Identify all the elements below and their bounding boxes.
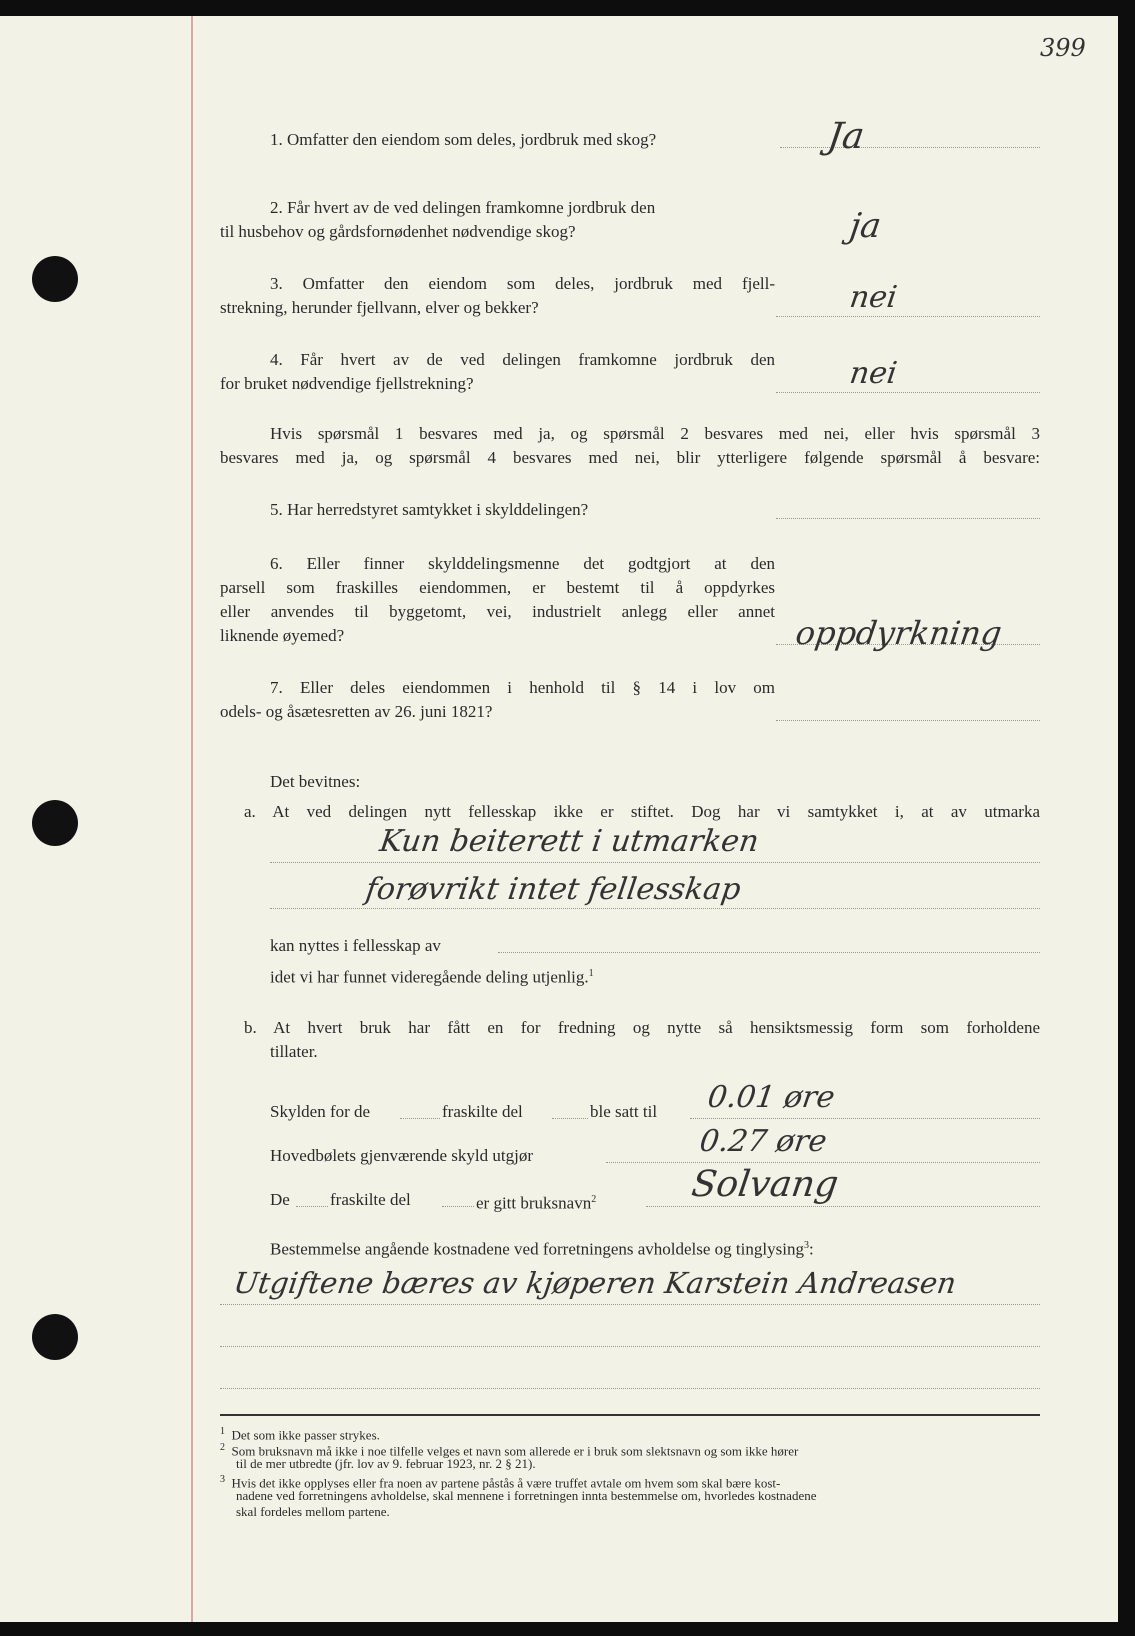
answer-line bbox=[776, 720, 1040, 721]
answer-line bbox=[776, 518, 1040, 519]
attest-idet bbox=[270, 962, 594, 990]
condition-line1: Hvis spørsmål 1 besvares med ja, og spørsmål 2 besvares med nei, eller hvis spørsmål 3 bbox=[270, 424, 1040, 443]
margin-rule bbox=[191, 16, 193, 1622]
footnote-number: 3 bbox=[220, 1474, 225, 1485]
handwriting-line bbox=[270, 862, 1040, 863]
punch-hole bbox=[32, 1314, 78, 1360]
footnote-number: 1 bbox=[220, 1426, 225, 1437]
bruksnavn-label-mid: fraskilte del bbox=[330, 1190, 411, 1209]
fill-line bbox=[498, 952, 1040, 953]
bruksnavn-label-end bbox=[476, 1188, 596, 1216]
question-3-line2: strekning, herunder fjellvann, elver og bekker? bbox=[220, 298, 539, 317]
punch-hole bbox=[32, 256, 78, 302]
skyld-value-handwritten: 0.01 øre bbox=[705, 1080, 837, 1115]
question-7-line2: odels- og åsætesretten av 26. juni 1821? bbox=[220, 702, 493, 721]
attest-b-line2: tillater. bbox=[270, 1042, 318, 1061]
fill-line bbox=[690, 1118, 1040, 1119]
answer-6-handwritten: oppdyrkning bbox=[793, 614, 1005, 652]
bruksnavn-handwritten: Solvang bbox=[689, 1164, 841, 1205]
bestemmelse-handwritten: Utgiftene bæres av kjøperen Karstein Andreasen bbox=[231, 1266, 959, 1300]
skyld-label-1: Skylden for de bbox=[270, 1102, 371, 1121]
answer-line bbox=[776, 316, 1040, 317]
bruksnavn-label-de: De bbox=[270, 1190, 290, 1209]
footnote-2-text: Som bruksnavn må ikke i noe tilfelle velges et navn som allerede er i bruk som slektsnavn og som ikke hører bbox=[231, 1443, 799, 1459]
question-6-line2: parsell som fraskilles eiendommen, er bestemt til å oppdyrkes bbox=[220, 578, 775, 597]
answer-line bbox=[776, 392, 1040, 393]
fill-line bbox=[552, 1118, 588, 1119]
footnote-3-line3: skal fordeles mellom partene. bbox=[236, 1504, 390, 1519]
question-4-line1: 4. Får hvert av de ved delingen framkomne jordbruk den bbox=[270, 350, 775, 369]
punch-hole bbox=[32, 800, 78, 846]
attest-idet-text: idet vi har funnet videregående deling utjenlig. bbox=[270, 967, 589, 987]
document-page bbox=[0, 16, 1118, 1622]
fill-line bbox=[400, 1118, 440, 1119]
page-number: 399 bbox=[1040, 34, 1086, 62]
handwriting-line bbox=[220, 1304, 1040, 1305]
attest-b-line1: b. At hvert bruk har fått en for fredning og nytte så hensiktsmessig form som forholdene bbox=[244, 1018, 1040, 1037]
question-4-line2: for bruket nødvendige fjellstrekning? bbox=[220, 374, 474, 393]
footnote-separator bbox=[220, 1414, 1040, 1416]
question-5: 5. Har herredstyret samtykket i skylddelingen? bbox=[270, 500, 589, 519]
handwriting-line bbox=[220, 1346, 1040, 1347]
bruksnavn-label-text: er gitt bruksnavn bbox=[476, 1193, 592, 1213]
footnote-ref: 2 bbox=[591, 1194, 597, 1205]
attest-a-handwritten-1: Kun beiterett i utmarken bbox=[377, 824, 761, 859]
skyld-label-2: fraskilte del bbox=[442, 1102, 523, 1121]
bestemmelse-colon: : bbox=[808, 1239, 814, 1259]
attest-heading: Det bevitnes: bbox=[270, 772, 361, 791]
question-1: 1. Omfatter den eiendom som deles, jordbruk med skog? bbox=[270, 130, 657, 149]
skyld-label-3: ble satt til bbox=[590, 1102, 658, 1121]
hovedbol-value-handwritten: 0.27 øre bbox=[697, 1124, 829, 1159]
handwriting-line bbox=[270, 908, 1040, 909]
fill-line bbox=[296, 1206, 328, 1207]
handwriting-line bbox=[220, 1388, 1040, 1389]
attest-kan-nyttes: kan nyttes i fellesskap av bbox=[270, 936, 441, 955]
question-7-line1: 7. Eller deles eiendommen i henhold til § 14 i lov om bbox=[270, 678, 775, 697]
answer-4-handwritten: nei bbox=[847, 356, 900, 391]
question-6-line3: eller anvendes til byggetomt, vei, industrielt anlegg eller annet bbox=[220, 602, 775, 621]
question-6-line4: liknende øyemed? bbox=[220, 626, 345, 645]
hovedbol-label: Hovedbølets gjenværende skyld utgjør bbox=[270, 1146, 533, 1165]
footnote-ref: 1 bbox=[588, 968, 594, 979]
footnote-3-text: Hvis det ikke opplyses eller fra noen av partene påstås å være truffet avtale om hvem som skal bære kost- bbox=[231, 1475, 781, 1491]
answer-1-handwritten: Ja bbox=[825, 116, 867, 157]
fill-line bbox=[442, 1206, 474, 1207]
bestemmelse-text: Bestemmelse angående kostnadene ved forretningens avholdelse og tinglysing bbox=[270, 1239, 804, 1259]
answer-2-handwritten: ja bbox=[847, 206, 884, 246]
footnote-3-line2: nadene ved forretningens avholdelse, skal mennene i forretningen innta bestemmelse om, hvorledes kostnadene bbox=[236, 1488, 817, 1503]
question-2-line2: til husbehov og gårdsfornødenhet nødvendige skog? bbox=[220, 222, 576, 241]
attest-a-handwritten-2: forøvrikt intet fellesskap bbox=[363, 872, 743, 907]
condition-line2: besvares med ja, og spørsmål 4 besvares med nei, blir ytterligere følgende spørsmål å besvare: bbox=[220, 448, 1040, 467]
footnote-1-text: Det som ikke passer strykes. bbox=[231, 1427, 380, 1443]
attest-a-line: a. At ved delingen nytt fellesskap ikke er stiftet. Dog har vi samtykket i, at av utmarka bbox=[244, 802, 1040, 821]
question-6-line1: 6. Eller finner skylddelingsmenne det godtgjort at den bbox=[270, 554, 775, 573]
answer-line bbox=[780, 147, 1040, 148]
fill-line bbox=[606, 1162, 1040, 1163]
fill-line bbox=[646, 1206, 1040, 1207]
question-2-line1: 2. Får hvert av de ved delingen framkomne jordbruk den bbox=[270, 198, 656, 217]
footnote-number: 2 bbox=[220, 1442, 225, 1453]
footnote-ref: 3 bbox=[803, 1240, 809, 1251]
answer-3-handwritten: nei bbox=[847, 280, 900, 315]
bestemmelse-label bbox=[270, 1234, 814, 1262]
question-3-line1: 3. Omfatter den eiendom som deles, jordbruk med fjell- bbox=[270, 274, 775, 293]
footnote-2-line2: til de mer utbredte (jfr. lov av 9. februar 1923, nr. 2 § 21). bbox=[236, 1456, 536, 1471]
